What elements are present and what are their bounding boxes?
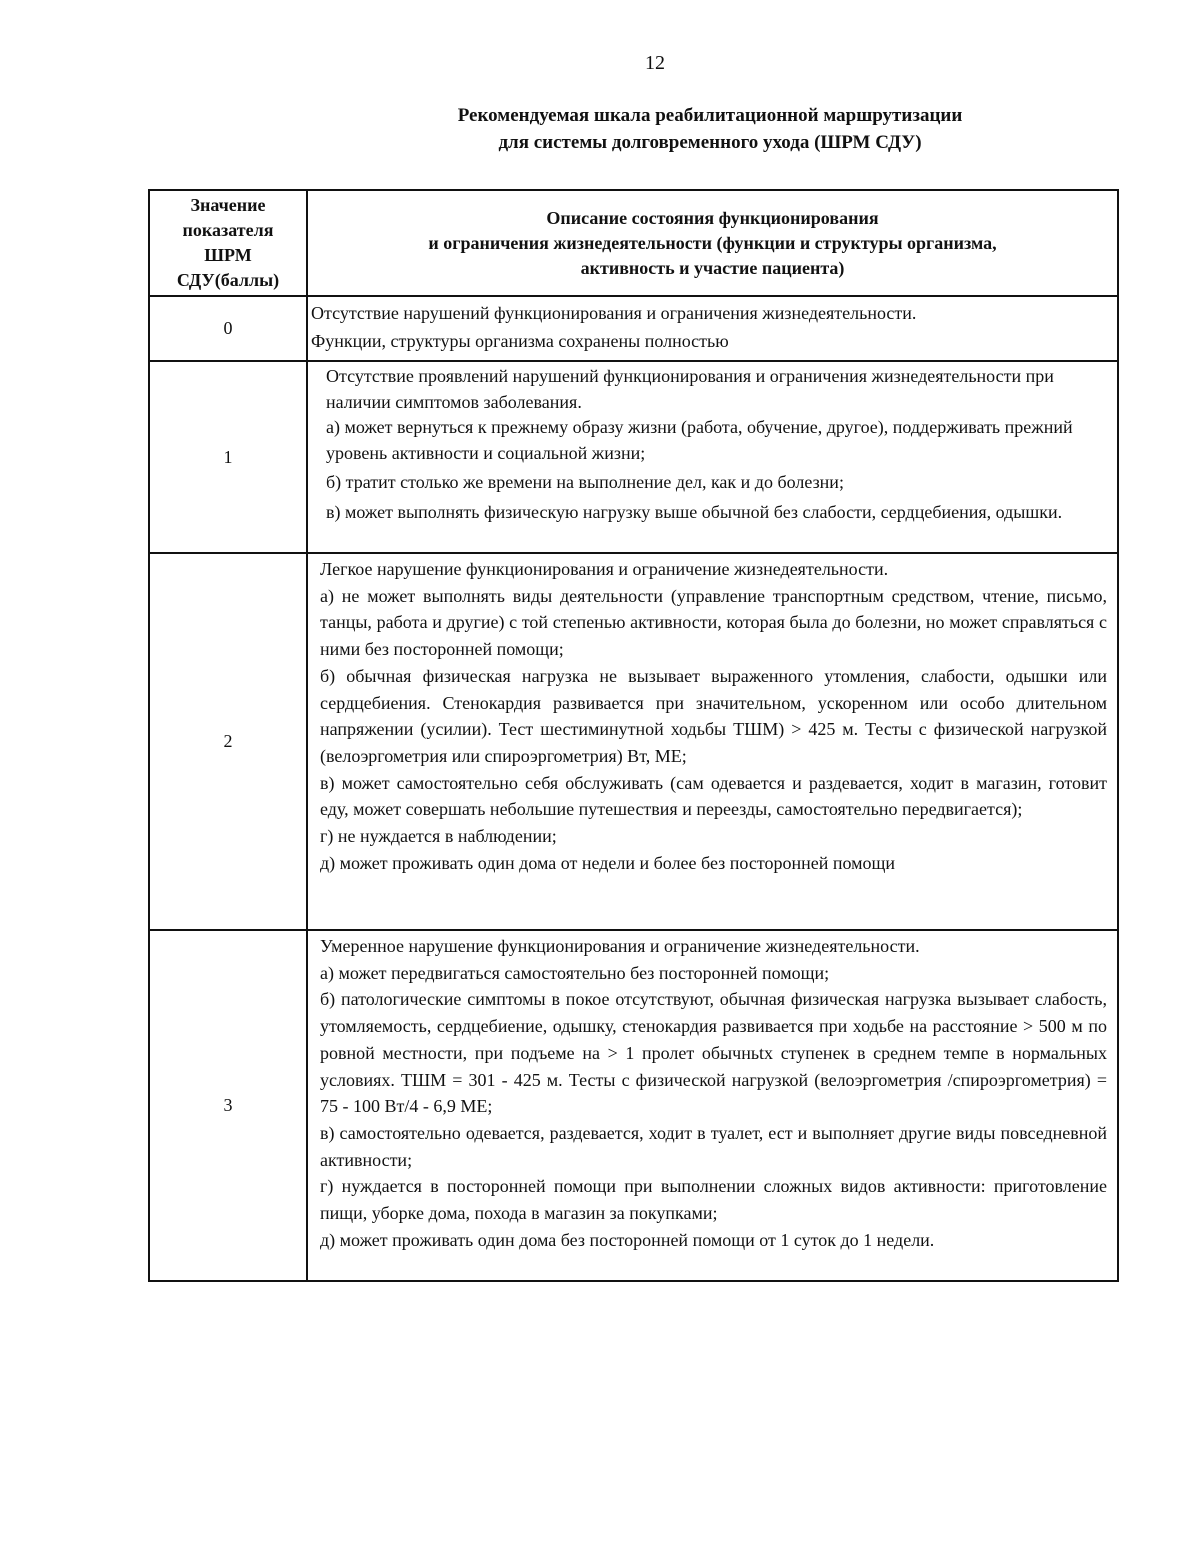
description-line: а) может передвигаться самостоятельно без посторонней помощи; <box>320 962 830 983</box>
header-score-line: ШРМ <box>204 245 252 265</box>
table-row <box>149 361 1118 553</box>
description-line: в) может самостоятельно себя обслуживать (сам одевается и раздевается, ходит в магазин, готовит еду, может совершать небольшие путешествия и переезды, самостоятельно передвигается); <box>320 772 1107 820</box>
description-cell <box>307 296 1118 361</box>
description-line: б) патологические симптомы в покое отсутствуют, обычная физическая нагрузка вызывает слабость, утомляемость, сердцебиение, одышку, стенокардия развивается при ходьбе на расстояние > 500 м по ровной местности, при подъеме на > 1 пролет обычньtх ступенек в среднем темпе в нормальных условиях. ТШМ = 301 - 425 м. Тесты с физической нагрузкой (велоэргометрия /спироэргометрия) = 75 - 100 Вт/4 - 6,9 МЕ; <box>320 989 1107 1117</box>
description-line: а) может вернуться к прежнему образу жизни (работа, обучение, другое), поддерживать прежний уровень активности и социальной жизни; <box>326 417 1073 463</box>
description-line: г) не нуждается в наблюдении; <box>320 826 557 847</box>
description-line: Умеренное нарушение функционирования и ограничение жизнедеятельности. <box>320 936 920 956</box>
header-score-column <box>149 190 307 296</box>
description-cell <box>307 553 1118 930</box>
document-title <box>300 102 1120 156</box>
description-cell <box>307 930 1118 1281</box>
page-number: 12 <box>645 52 665 74</box>
header-score-line: Значение <box>190 195 266 215</box>
rehabilitation-scale-table <box>148 189 1119 1282</box>
table-row <box>149 930 1118 1281</box>
document-title-line-2: для системы долговременного ухода (ШРМ СДУ) <box>498 132 922 153</box>
description-line: Отсутствие нарушений функционирования и ограничения жизнедеятельности. <box>311 303 917 323</box>
table-row <box>149 296 1118 361</box>
header-description-line: и ограничения жизнедеятельности (функции и структуры организма, <box>428 232 997 253</box>
description-line: Функции, структуры организма сохранены полностью <box>311 331 729 351</box>
document-title-line-1: Рекомендуемая шкала реабилитационной маршрутизации <box>457 105 963 126</box>
header-description-line: активность и участие пациента) <box>580 257 845 278</box>
description-line: в) самостоятельно одевается, раздевается, ходит в туалет, ест и выполняет другие виды повседневной активности; <box>320 1122 1107 1170</box>
score-cell: 0 <box>149 296 307 361</box>
description-line: г) нуждается в посторонней помощи при выполнении сложных видов активности: приготовление пищи, уборке дома, похода в магазин за покупками; <box>320 1176 1107 1224</box>
description-line: б) тратит столько же времени на выполнение дел, как и до болезни; <box>326 472 844 492</box>
description-cell <box>307 361 1118 553</box>
header-description-column <box>307 190 1118 296</box>
header-score-line: СДУ(баллы) <box>176 270 280 290</box>
table-header-row <box>149 190 1118 296</box>
table-row <box>149 553 1118 930</box>
description-line: Отсутствие проявлений нарушений функционирования и ограничения жизнедеятельности при наличии симптомов заболевания. <box>326 366 1054 412</box>
header-description-line: Описание состояния функционирования <box>546 207 879 228</box>
description-line: д) может проживать один дома от недели и более без посторонней помощи <box>320 852 896 873</box>
header-score-line: показателя <box>182 220 274 240</box>
score-cell: 3 <box>149 930 307 1281</box>
description-line: а) не может выполнять виды деятельности (управление транспортным средством, чтение, письмо, танцы, работа и другие) с той степенью активности, которая была до болезни, но может справляться с ними без посторонней помощи; <box>320 585 1107 660</box>
score-cell: 1 <box>149 361 307 553</box>
description-line: б) обычная физическая нагрузка не вызывает выраженного утомления, слабости, одышки или сердцебиения. Стенокардия развивается при значительном, ускоренном или особо длительном напряжении (усилии). Тест шестиминутной ходьбы ТШМ) > 425 м. Тесты с физической нагрузкой (велоэргометрия или спироэргометрия) Вт, МЕ; <box>320 665 1107 766</box>
description-line: Легкое нарушение функционирования и ограничение жизнедеятельности. <box>320 559 889 579</box>
description-line: д) может проживать один дома без посторонней помощи от 1 суток до 1 недели. <box>320 1229 935 1250</box>
description-line: в) может выполнять физическую нагрузку выше обычной без слабости, сердцебиения, одышки. <box>326 501 1063 522</box>
score-cell: 2 <box>149 553 307 930</box>
